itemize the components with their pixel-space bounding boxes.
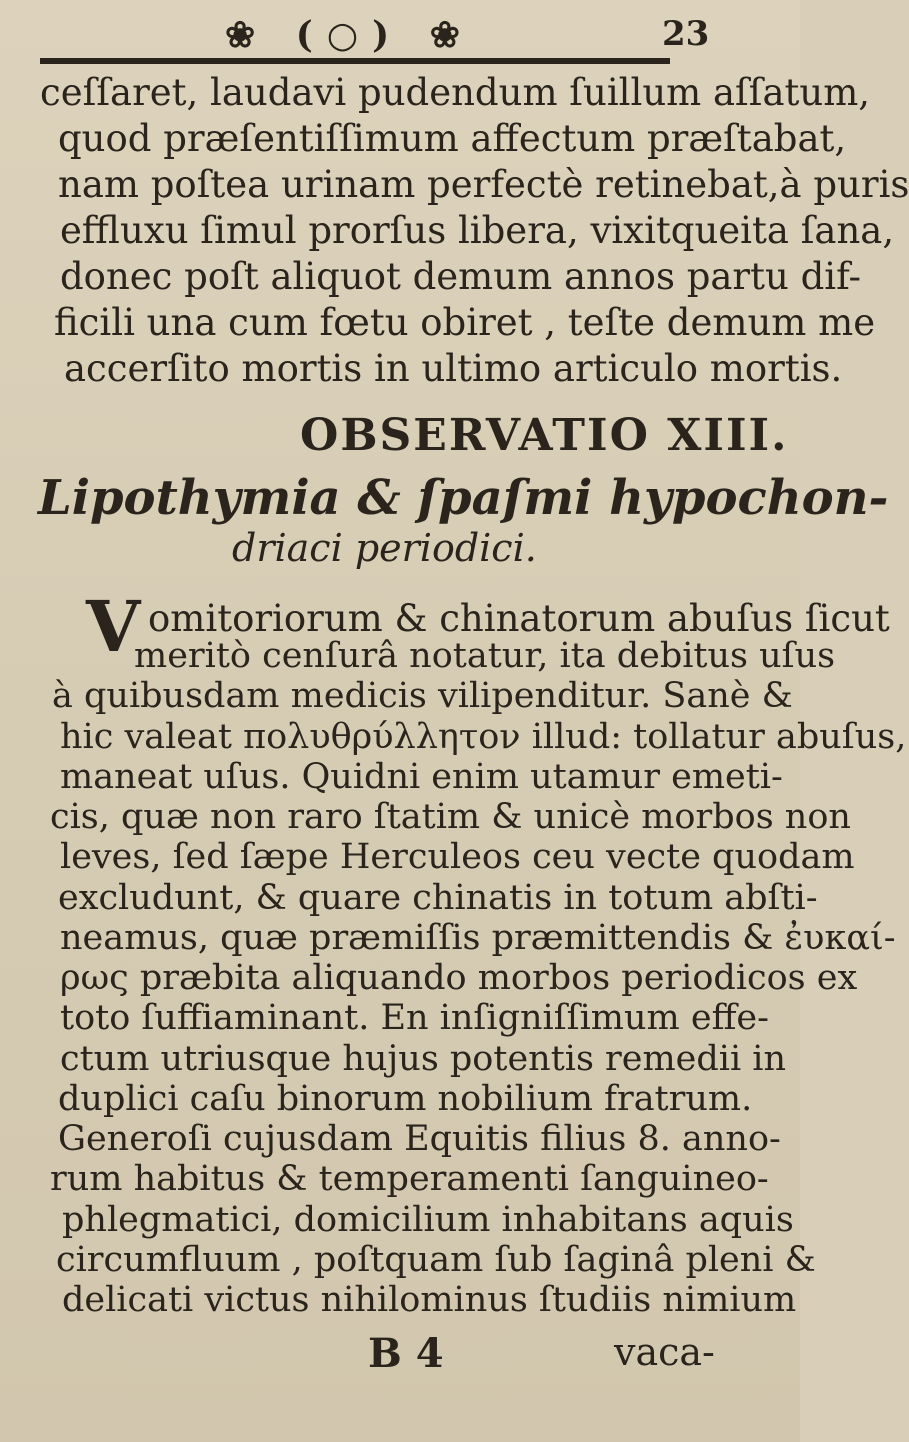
text-line: nam poſtea urinam perfectè retinebat,à puris bbox=[58, 163, 909, 206]
drop-cap: V bbox=[86, 585, 141, 668]
text-line: hic valeat πολυθρύλλητον illud: tollatur abuſus, bbox=[60, 717, 907, 757]
text-line: toto ſuffiaminant. En inſigniſſimum effe- bbox=[60, 998, 769, 1038]
catchword: vaca- bbox=[614, 1330, 715, 1374]
text-line: ctum utriusque hujus potentis remedii in bbox=[60, 1039, 787, 1079]
text-line: accerſito mortis in ultimo articulo mortis. bbox=[64, 347, 843, 390]
text-line: à quibusdam medicis vilipenditur. Sanè & bbox=[52, 676, 793, 716]
text-line: meritò cenſurâ notatur, ita debitus uſus bbox=[134, 636, 836, 676]
header-ornament-icons: ❀ (○) ❀ bbox=[225, 14, 474, 56]
text-line: circumfluum , poſtquam ſub ſaginâ pleni & bbox=[56, 1240, 816, 1280]
page-number: 23 bbox=[662, 14, 710, 54]
text-line: ceſſaret, laudavi pudendum ſuillum aſſatum, bbox=[40, 71, 871, 114]
header-rule bbox=[40, 58, 670, 64]
text-line: duplici caſu binorum nobilium fratrum. bbox=[58, 1079, 753, 1119]
text-line: omitoriorum & chinatorum abuſus ſicut bbox=[148, 597, 890, 640]
page-header bbox=[0, 6, 800, 56]
text-line: ρως præbita aliquando morbos periodicos ex bbox=[60, 958, 858, 998]
text-line: rum habitus & temperamenti ſanguineo- bbox=[50, 1159, 769, 1199]
text-line: Generoſi cujusdam Equitis filius 8. anno- bbox=[58, 1119, 781, 1159]
text-line: excludunt, & quare chinatis in totum abſti- bbox=[58, 878, 818, 918]
observation-heading: OBSERVATIO XIII. bbox=[300, 410, 789, 461]
observation-title-continued: driaci periodici. bbox=[232, 526, 537, 570]
text-line: phlegmatici, domicilium inhabitans aquis bbox=[62, 1200, 794, 1240]
observation-title: Lipothymia & ſpaſmi hypochon- bbox=[38, 470, 889, 526]
text-line: delicati victus nihilominus ſtudiis nimium bbox=[62, 1280, 797, 1320]
text-line: maneat uſus. Quidni enim utamur emeti- bbox=[60, 757, 783, 797]
signature-mark: B 4 bbox=[368, 1330, 444, 1377]
text-line: neamus, quæ præmiſſis præmittendis & ἐυκαί- bbox=[60, 918, 896, 958]
text-line: effluxu ſimul prorſus libera, vixitqueita ſana, bbox=[60, 209, 895, 252]
text-line: cis, quæ non raro ſtatim & unicè morbos non bbox=[50, 797, 851, 837]
text-line: ficili una cum fœtu obiret , teſte demum me bbox=[54, 301, 876, 344]
text-line: leves, ſed ſæpe Herculeos ceu vecte quodam bbox=[60, 837, 855, 877]
text-line: donec poſt aliquot demum annos partu dif- bbox=[60, 255, 861, 298]
text-line: quod præſentiſſimum affectum præſtabat, bbox=[58, 117, 847, 160]
